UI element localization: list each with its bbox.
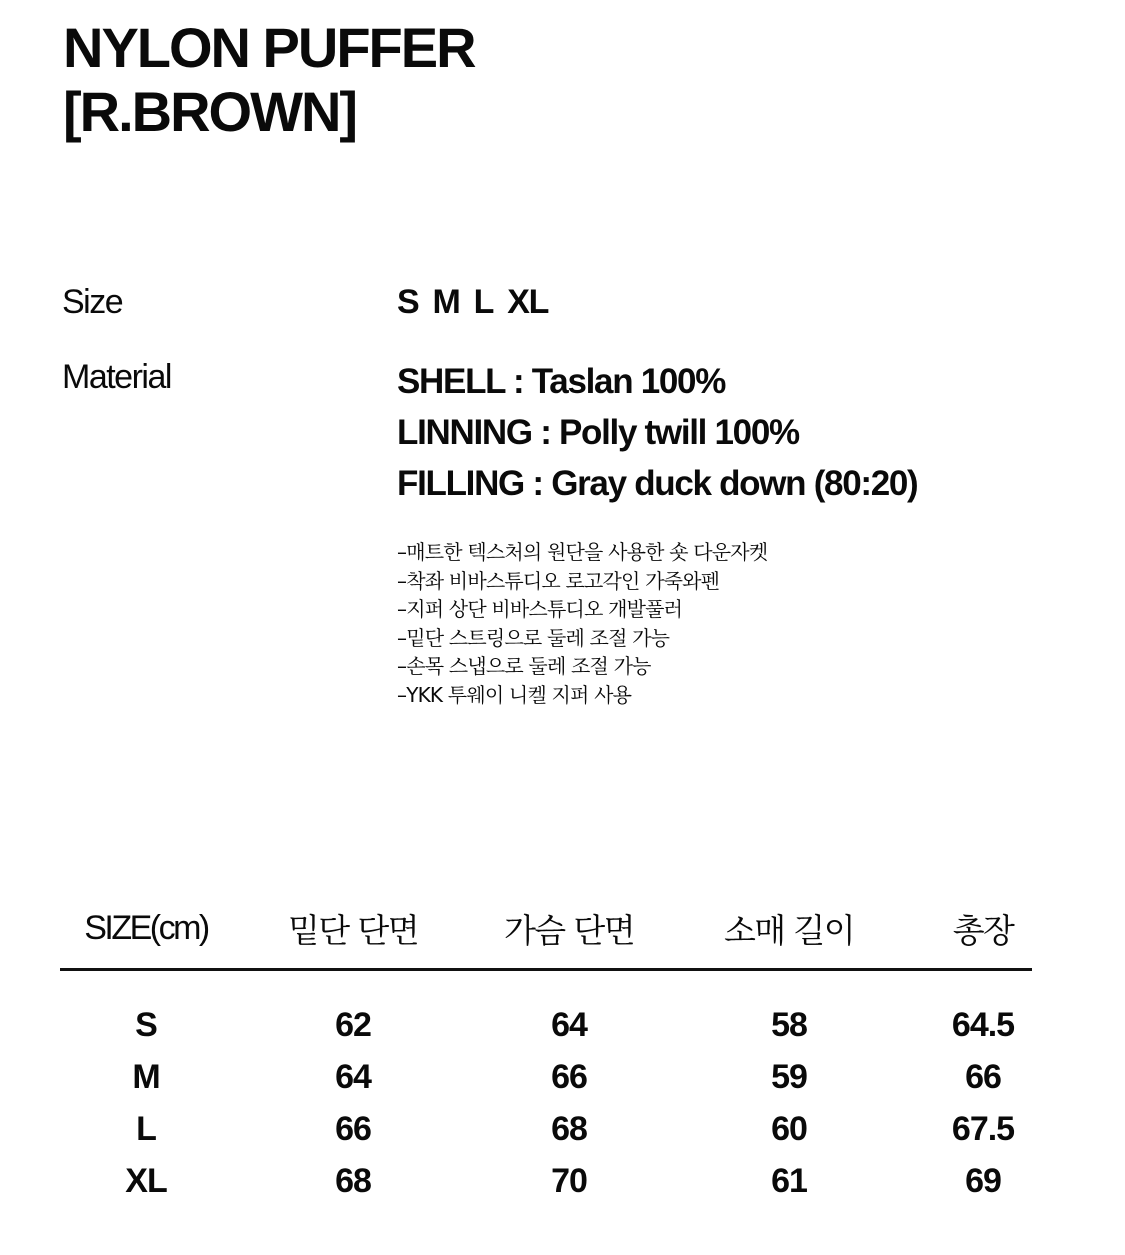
hem-width-cell: 64 — [335, 1057, 371, 1096]
table-row — [60, 1103, 1032, 1155]
total-length-cell: 66 — [965, 1057, 1001, 1096]
size-options — [397, 283, 562, 322]
size-label: Size — [62, 283, 123, 321]
total-length-cell: 69 — [965, 1161, 1001, 1200]
product-name: NYLON PUFFER — [63, 16, 475, 79]
size-cell: S — [135, 1005, 157, 1044]
header-divider — [60, 968, 1032, 971]
table-header-row — [60, 900, 1032, 956]
column-header-chest-width: 가슴 단면 — [503, 910, 634, 950]
size-cell: M — [132, 1057, 160, 1096]
chest-width-cell: 66 — [551, 1057, 587, 1096]
material-label: Material — [62, 358, 171, 396]
feature-item: –지퍼 상단 비바스튜디오 개발풀러 — [397, 597, 683, 621]
size-cell: L — [136, 1109, 156, 1148]
sleeve-length-cell: 61 — [771, 1161, 807, 1200]
sleeve-length-cell: 59 — [771, 1057, 807, 1096]
product-color: [R.BROWN] — [63, 80, 357, 143]
column-header-total-length: 총장 — [952, 910, 1014, 950]
feature-list — [397, 538, 767, 709]
total-length-cell: 64.5 — [951, 1005, 1015, 1044]
feature-item: –착좌 비바스튜디오 로고각인 가죽와펜 — [397, 568, 720, 593]
sleeve-length-cell: 58 — [771, 1005, 807, 1044]
feature-item: –손목 스냅으로 둘레 조절 가능 — [397, 654, 651, 678]
feature-item: –YKK 투웨이 니켈 지퍼 사용 — [397, 682, 632, 707]
table-row — [60, 1051, 1032, 1103]
size-cell: XL — [125, 1161, 167, 1200]
table-row — [60, 999, 1032, 1051]
hem-width-cell: 68 — [335, 1161, 371, 1200]
chest-width-cell: 64 — [551, 1005, 587, 1044]
column-header-sleeve-length: 소매 길이 — [723, 910, 854, 950]
table-row — [60, 1155, 1032, 1207]
material-filling: FILLING : Gray duck down (80:20) — [397, 464, 918, 503]
hem-width-cell: 62 — [335, 1005, 371, 1044]
feature-item: –매트한 텍스처의 원단을 사용한 숏 다운자켓 — [397, 540, 768, 564]
size-option: L — [473, 283, 494, 321]
size-chart-table — [60, 900, 1032, 1207]
sleeve-length-cell: 60 — [771, 1109, 807, 1148]
chest-width-cell: 68 — [551, 1109, 587, 1148]
material-shell: SHELL : Taslan 100% — [397, 362, 726, 401]
column-header-hem-width: 밑단 단면 — [287, 910, 418, 950]
size-option: XL — [507, 283, 549, 321]
total-length-cell: 67.5 — [951, 1109, 1015, 1148]
product-title — [63, 16, 475, 144]
column-header-size: SIZE(cm) — [84, 908, 208, 947]
size-option: M — [432, 283, 460, 321]
material-lining: LINNING : Polly twill 100% — [397, 413, 799, 452]
feature-item: –밑단 스트링으로 둘레 조절 가능 — [397, 625, 670, 650]
chest-width-cell: 70 — [551, 1161, 587, 1200]
hem-width-cell: 66 — [335, 1109, 371, 1148]
size-option: S — [397, 283, 419, 321]
material-list — [397, 356, 917, 509]
